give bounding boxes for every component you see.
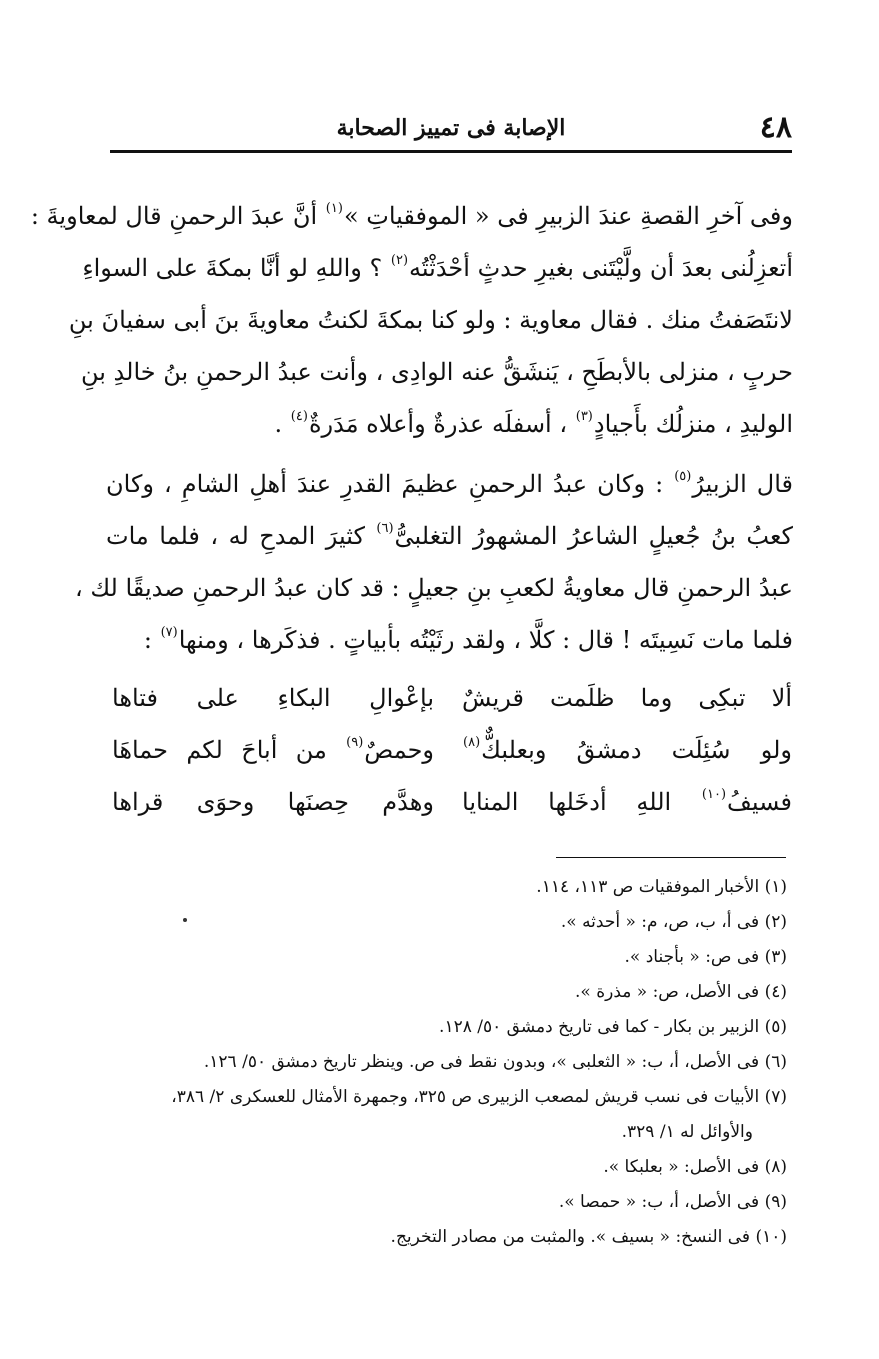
text-line: عبدُ الرحمنِ قال معاويةُ لكعبِ بنِ جعيلٍ : قد كان عبدُ الرحمنِ صديقًا لك ، [74,574,793,602]
running-title: الإصابة فى تمييز الصحابة [336,115,566,141]
text-line: قال الزبيرُ$^{(٥)}$ : وكان عبدُ الرحمنِ عظيمَ القدرِ عندَ أهلِ الشامِ ، وكان [106,469,793,498]
page-header [110,108,792,148]
footnote: (٢) فى أ، ب، ص، م: « أحدثه ». [560,912,787,932]
text-line: لانتَصَفتُ منك . فقال معاوية : ولو كنا بمكةَ لكنتُ معاويةَ بنَ أبى سفيانَ بنِ [68,306,793,334]
footnote: (٦) فى الأصل، أ، ب: « الثعلبى »، وبدون نقط فى ص. وينظر تاريخ دمشق ٥٠/ ١٢٦. [203,1052,787,1072]
footnote-ref: (٧) [160,625,178,640]
verse-first-hemistich: ولو سُئِلَت دمشقُ وبعلبكٌّ$^{(٨)}$ [463,735,792,764]
footnote: (١) الأخبار الموفقيات ص ١١٣، ١١٤. [536,877,787,897]
text-line: فلما مات نَسِيتَه ! قال : كلَّا ، ولقد رثَيْتُه بأبياتٍ . فذكَرها ، ومنها$^{(٧)}$ : [143,625,793,654]
footnote: (٨) فى الأصل: « بعلبكا ». [603,1157,787,1177]
paragraph-2 [74,458,793,666]
text-line: الوليدِ ، منزلُك بأَجيادٍ$^{(٣)}$ ، أسفلَه عذرةٌ وأعلاه مَدَرةٌ$^{(٤)}$ . [274,409,793,438]
footnote: (٣) فى ص: « بأجناد ». [624,947,787,967]
poem-verse [112,672,792,724]
text-line: كعبُ بنُ جُعيلٍ الشاعرُ المشهورُ التغلبىُّ$^{(٦)}$ كثيرَ المدحِ له ، فلما مات [106,521,793,550]
verse-first-hemistich: فسيفُ$^{(١٠)}$ اللهِ أدخَلها المنايا [462,787,792,816]
footnote: (٥) الزبير بن بكار - كما فى تاريخ دمشق ٥٠/ ١٢٨. [439,1017,787,1037]
verse-second-hemistich: وهدَّم حِصنَها وحوَى قراها [112,788,434,816]
footnote-ref: (٤) [290,409,308,424]
footnote-ref: (٨) [463,735,481,750]
footnote-ref: (٣) [575,409,593,424]
verse-first-hemistich: ألا تبكِى وما ظلَمت قريشٌ [462,684,792,712]
text-line: حربٍ ، منزلى بالأبطَحِ ، يَنشَقُّ عنه الوادِى ، وأنت عبدُ الرحمنِ بنُ خالدِ بنِ [80,358,793,386]
footnote-ref: (١) [325,201,343,216]
footnote: (٩) فى الأصل، أ، ب: « حمصا ». [558,1192,787,1212]
text-line: وفى آخرِ القصةِ عندَ الزبيرِ فى « الموفقياتِ »$^{(١)}$ أنَّ عبدَ الرحمنِ قال لمعاويةَ : [30,201,793,230]
footnote-separator [556,857,786,858]
text-line: أتعزِلُنى بعدَ أن ولَّيْتَنى بغيرِ حدثٍ أحْدَثْتُه$^{(٢)}$ ؟ واللهِ لو أنَّا بمكةَ على السواءِ [82,253,793,282]
footnote-continuation: والأوائل له ١/ ٣٢٩. [621,1122,753,1142]
footnotes [100,870,787,1255]
footnote: (١٠) فى النسخ: « بسيف ». والمثبت من مصادر التخريج. [390,1227,787,1247]
verse-second-hemistich: وحمصٌ$^{(٩)}$ من أباحَ لكم حماهَا [112,735,434,764]
footnote-ref: (٩) [346,735,364,750]
poem-verse [112,776,792,828]
footnote-ref: (٦) [376,521,394,536]
footnote: (٧) الأبيات فى نسب قريش لمصعب الزبيرى ص ٣٢٥، وجمهرة الأمثال للعسكرى ٢/ ٣٨٦، [171,1087,787,1107]
footnote: (٤) فى الأصل، ص: « مذرة ». [575,982,787,1002]
footnote-ref: (٥) [674,469,692,484]
header-rule [110,150,792,153]
footnote-ref: (٢) [390,253,409,268]
poem [112,672,792,828]
paragraph-1 [30,190,793,450]
footnote-ref: (١٠) [701,787,727,802]
page-number: ٤٨ [759,110,792,145]
poem-verse [112,724,792,776]
verse-second-hemistich: بإعْوالِ البكاءِ على فتاها [112,684,434,712]
